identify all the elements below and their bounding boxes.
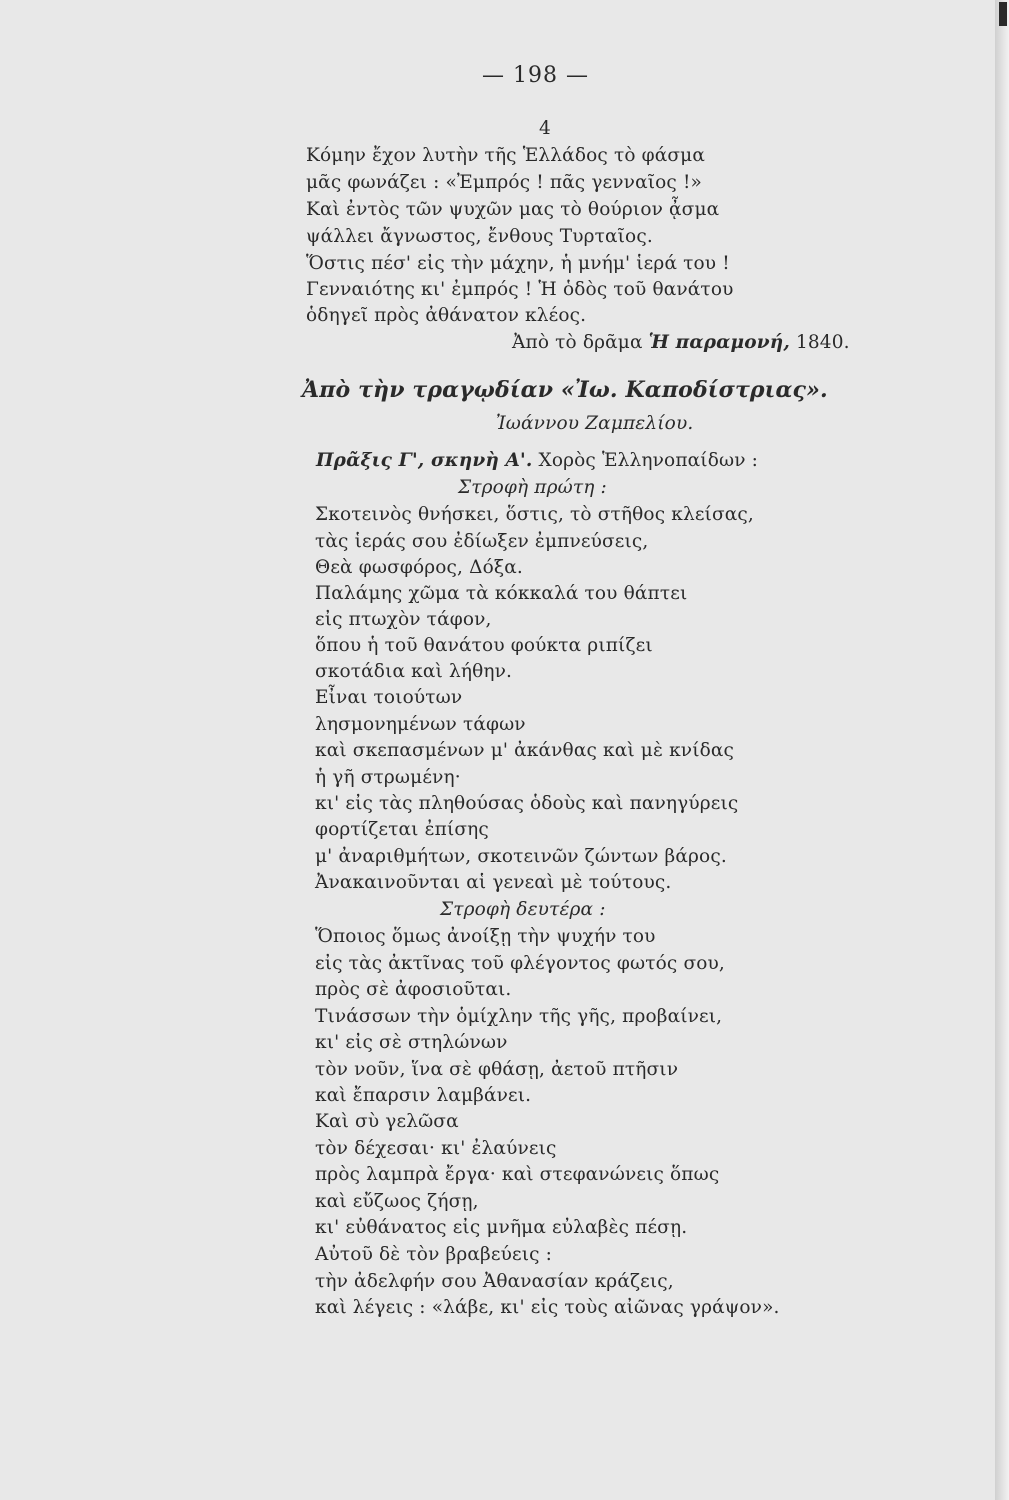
source-year: 1840. [795, 332, 850, 353]
strophe-line: εἰς τὰς ἀκτῖνας τοῦ φλέγοντος φωτός σου, [315, 953, 725, 974]
strophe-line: καὶ ἔπαρσιν λαμβάνει. [315, 1085, 532, 1106]
strophe-line: τὸν δέχεσαι· κι' ἐλαύνεις [315, 1138, 557, 1159]
page-edge [995, 0, 1009, 1500]
strophe-line: τὸν νοῦν, ἵνα σὲ φθάσῃ, ἀετοῦ πτῆσιν [315, 1059, 679, 1080]
page-number: — 198 — [482, 63, 589, 88]
poem-line: Γενναιότης κι' ἐμπρός ! Ἡ ὁδὸς τοῦ θανάτου [306, 279, 734, 300]
strophe-line: Εἶναι τοιούτων [315, 687, 463, 708]
strophe-line: μ' ἀναριθμήτων, σκοτεινῶν ζώντων βάρος. [315, 846, 727, 867]
act-scene: Πρᾶξις Γ', σκηνὴ Α'. [316, 450, 533, 471]
strophe-line: πρὸς σὲ ἀφοσιοῦται. [315, 979, 512, 1000]
source-title: Ἡ παραμονή, [648, 332, 790, 353]
poem-line: Καὶ ἐντὸς τῶν ψυχῶν μας τὸ θούριον ᾆσμα [306, 199, 720, 220]
poem-line: ὁδηγεῖ πρὸς ἀθάνατον κλέος. [306, 305, 587, 326]
strophe-title: Στροφὴ δευτέρα : [440, 899, 606, 920]
act-scene-line [316, 449, 758, 473]
strophe-line: καὶ εὔζωος ζήσῃ, [315, 1191, 479, 1212]
strophe-line: πρὸς λαμπρὰ ἔργα· καὶ στεφανώνεις ὅπως [315, 1164, 720, 1185]
strophe-line: Θεὰ φωσφόρος, Δόξα. [315, 557, 523, 578]
strophe-line: τὴν ἀδελφήν σου Ἀθανασίαν κράζεις, [315, 1271, 674, 1292]
poem-line: μᾶς φωνάζει : «Ἐμπρός ! πᾶς γενναῖος !» [306, 172, 703, 193]
strophe-line: καὶ σκεπασμένων μ' ἀκάνθας καὶ μὲ κνίδας [315, 740, 735, 761]
source-citation [512, 331, 850, 355]
strophe-line: Ἀνακαινοῦνται αἱ γενεαὶ μὲ τούτους. [315, 872, 672, 893]
strophe-line: ἡ γῆ στρωμένη· [315, 767, 461, 788]
strophe-line: τὰς ἱεράς σου ἐδίωξεν ἐμπνεύσεις, [315, 531, 649, 552]
strophe-line: καὶ λέγεις : «λάβε, κι' εἰς τοὺς αἰῶνας γράψον». [315, 1297, 780, 1318]
section-title: Ἀπὸ τὴν τραγῳδίαν «Ἰω. Καποδίστριας». [302, 377, 828, 403]
strophe-line: κι' εἰς τὰς πληθούσας ὁδοὺς καὶ πανηγύρεις [315, 793, 739, 814]
source-prefix: Ἀπὸ τὸ δρᾶμα [512, 332, 643, 353]
chorus-label: Χορὸς Ἑλληνοπαίδων : [538, 450, 759, 471]
strophe-line: σκοτάδια καὶ λήθην. [315, 661, 513, 682]
strophe-line: κι' εἰς σὲ στηλώνων [315, 1032, 508, 1053]
strophe-line: ὅπου ἡ τοῦ θανάτου φούκτα ριπίζει [315, 635, 653, 656]
strophe-line: Ὅποιος ὅμως ἀνοίξῃ τὴν ψυχήν του [315, 926, 656, 947]
strophe-line: Αὐτοῦ δὲ τὸν βραβεύεις : [315, 1244, 553, 1265]
poem-line: Κόμην ἔχον λυτὴν τῆς Ἑλλάδος τὸ φάσμα [306, 145, 705, 166]
strophe-line: φορτίζεται ἐπίσης [315, 819, 489, 840]
strophe-title: Στροφὴ πρώτη : [458, 477, 607, 498]
strophe-line: Σκοτεινὸς θνήσκει, ὅστις, τὸ στῆθος κλείσας, [315, 504, 754, 525]
corner-mark [999, 2, 1007, 26]
poem-number: 4 [539, 118, 551, 139]
strophe-line: λησμονημένων τάφων [315, 714, 526, 735]
strophe-line: Καὶ σὺ γελῶσα [315, 1111, 459, 1132]
strophe-line: κι' εὐθάνατος εἰς μνῆμα εὐλαβὲς πέσῃ. [315, 1217, 688, 1238]
section-author: Ἰωάννου Ζαμπελίου. [496, 413, 694, 434]
strophe-line: Τινάσσων τὴν ὁμίχλην τῆς γῆς, προβαίνει, [315, 1006, 723, 1027]
strophe-line: Παλάμης χῶμα τὰ κόκκαλά του θάπτει [315, 583, 688, 604]
poem-line: ψάλλει ἄγνωστος, ἔνθους Τυρταῖος. [306, 226, 653, 247]
poem-line: Ὅστις πέσ' εἰς τὴν μάχην, ἡ μνήμ' ἱερά του ! [306, 253, 730, 274]
strophe-line: εἰς πτωχὸν τάφον, [315, 609, 492, 630]
